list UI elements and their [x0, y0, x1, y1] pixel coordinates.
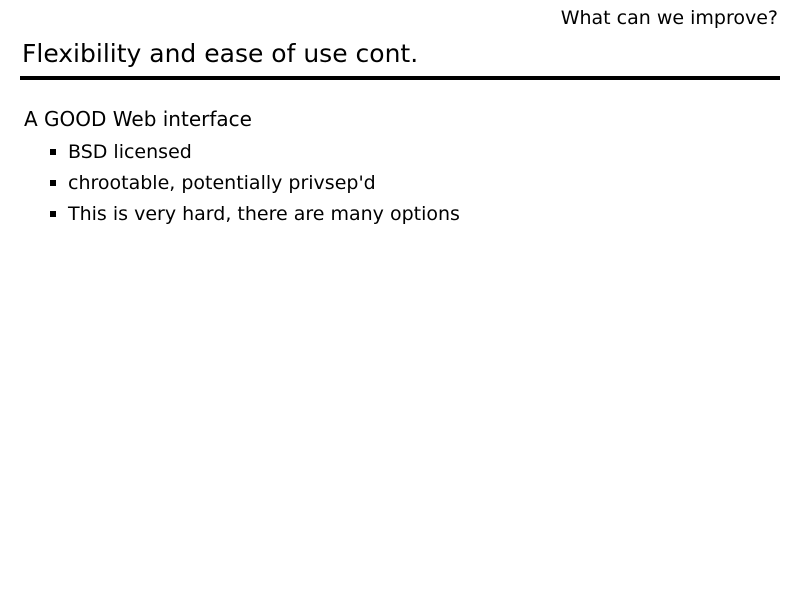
header-note: What can we improve? — [560, 7, 778, 29]
list-item-label: chrootable, potentially privsep'd — [68, 172, 376, 194]
slide-body — [24, 106, 776, 233]
lead-text: A GOOD Web interface — [24, 107, 252, 131]
page-title: Flexibility and ease of use cont. — [22, 39, 419, 68]
list-item — [50, 140, 776, 164]
title-divider — [20, 76, 780, 80]
list-item — [50, 171, 776, 195]
square-bullet-icon — [50, 180, 56, 186]
list-item-label: BSD licensed — [68, 141, 192, 163]
list-item — [50, 202, 776, 226]
list-item-label: This is very hard, there are many options — [68, 203, 460, 225]
square-bullet-icon — [50, 149, 56, 155]
square-bullet-icon — [50, 211, 56, 217]
bullet-list — [24, 140, 776, 226]
